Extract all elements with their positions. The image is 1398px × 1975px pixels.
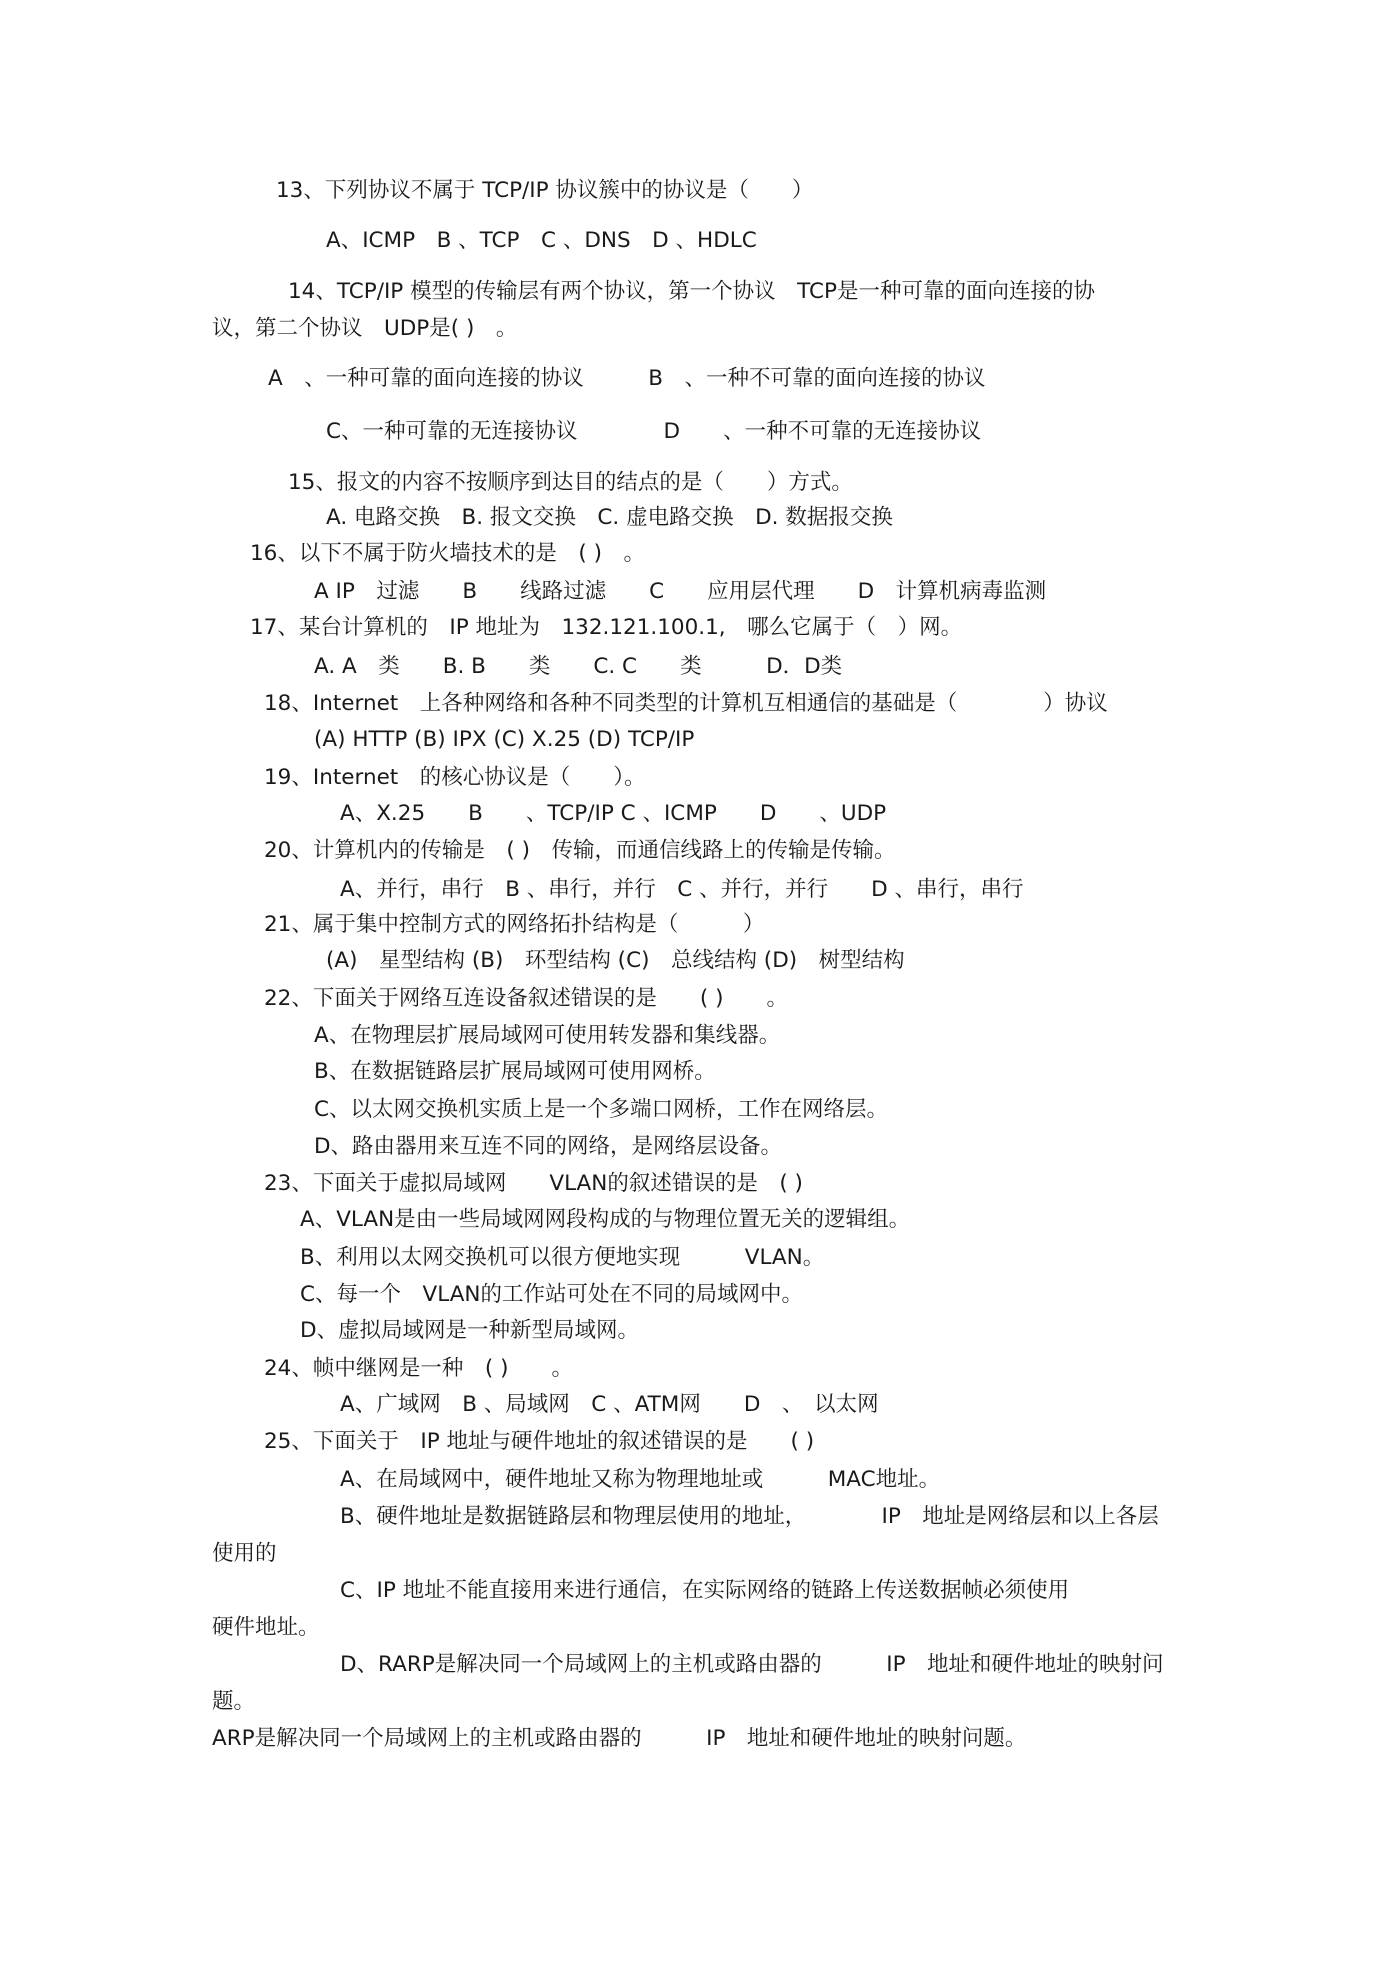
- question-15: 15、报文的内容不按顺序到达目的结点的是（ ）方式。: [288, 470, 853, 495]
- question-19: 19、Internet 的核心协议是（ ）。: [264, 765, 646, 790]
- question-25-option-b-line2: 使用的: [212, 1541, 277, 1566]
- question-23-option-a: A、VLAN是由一些局域网网段构成的与物理位置无关的逻辑组。: [300, 1207, 911, 1232]
- question-25-option-b-line1: B、硬件地址是数据链路层和物理层使用的地址， IP 地址是网络层和以上各层: [340, 1504, 1159, 1529]
- question-24-options: A、广域网 B 、局域网 C 、ATM网 D 、 以太网: [340, 1392, 879, 1417]
- question-14-line1: 14、TCP/IP 模型的传输层有两个协议，第一个协议 TCP是一种可靠的面向连接的协: [288, 279, 1095, 304]
- question-23-option-d: D、虚拟局域网是一种新型局域网。: [300, 1318, 640, 1343]
- question-14-option-c-d: C、一种可靠的无连接协议 D 、一种不可靠的无连接协议: [326, 419, 982, 444]
- question-16: 16、以下不属于防火墙技术的是 ( ) 。: [250, 541, 645, 566]
- question-23: 23、下面关于虚拟局域网 VLAN的叙述错误的是 ( ): [264, 1171, 803, 1196]
- question-18: 18、Internet 上各种网络和各种不同类型的计算机互相通信的基础是（ ）协议: [264, 691, 1108, 716]
- question-22-option-d: D、路由器用来互连不同的网络，是网络层设备。: [314, 1134, 783, 1159]
- question-18-options: (A) HTTP (B) IPX (C) X.25 (D) TCP/IP: [314, 727, 695, 752]
- question-21-options: (A) 星型结构 (B) 环型结构 (C) 总线结构 (D) 树型结构: [326, 948, 905, 973]
- question-20-options: A、并行，串行 B 、串行，并行 C 、并行，并行 D 、串行，串行: [340, 877, 1024, 902]
- question-14-line2: 议，第二个协议 UDP是( ) 。: [212, 316, 518, 341]
- question-22-option-b: B、在数据链路层扩展局域网可使用网桥。: [314, 1059, 716, 1084]
- question-13-options: A、ICMP B 、TCP C 、DNS D 、HDLC: [326, 228, 757, 253]
- question-14-option-a-b: A 、一种可靠的面向连接的协议 B 、一种不可靠的面向连接的协议: [268, 366, 986, 391]
- question-22: 22、下面关于网络互连设备叙述错误的是 ( ) 。: [264, 986, 788, 1011]
- question-25-option-c-line2: 硬件地址。: [212, 1615, 320, 1640]
- question-24: 24、帧中继网是一种 ( ) 。: [264, 1356, 573, 1381]
- question-25-option-a: A、在局域网中，硬件地址又称为物理地址或 MAC地址。: [340, 1467, 941, 1492]
- question-23-option-c: C、每一个 VLAN的工作站可处在不同的局域网中。: [300, 1282, 803, 1307]
- question-19-options: A、X.25 B 、TCP/IP C 、ICMP D 、UDP: [340, 801, 887, 826]
- arp-note: ARP是解决同一个局域网上的主机或路由器的 IP 地址和硬件地址的映射问题。: [212, 1726, 1027, 1751]
- question-17-options: A. A 类 B. B 类 C. C 类 D．D类: [314, 654, 843, 679]
- question-17: 17、某台计算机的 IP 地址为 132.121.100.1, 哪么它属于（ ）网。: [250, 615, 963, 640]
- question-22-option-a: A、在物理层扩展局域网可使用转发器和集线器。: [314, 1023, 781, 1048]
- question-25-option-d-line2: 题。: [212, 1689, 256, 1714]
- question-25: 25、下面关于 IP 地址与硬件地址的叙述错误的是 ( ): [264, 1429, 815, 1454]
- question-13: 13、下列协议不属于 TCP/IP 协议簇中的协议是（ ）: [276, 178, 814, 203]
- question-25-option-d-line1: D、RARP是解决同一个局域网上的主机或路由器的 IP 地址和硬件地址的映射问: [340, 1652, 1164, 1677]
- question-21: 21、属于集中控制方式的网络拓扑结构是（ ）: [264, 912, 765, 937]
- question-25-option-c-line1: C、IP 地址不能直接用来进行通信，在实际网络的链路上传送数据帧必须使用: [340, 1578, 1070, 1603]
- question-15-options: A. 电路交换 B. 报文交换 C. 虚电路交换 D. 数据报交换: [326, 505, 893, 530]
- question-20: 20、计算机内的传输是 ( ) 传输，而通信线路上的传输是传输。: [264, 838, 896, 863]
- question-22-option-c: C、以太网交换机实质上是一个多端口网桥，工作在网络层。: [314, 1097, 889, 1122]
- question-23-option-b: B、利用以太网交换机可以很方便地实现 VLAN。: [300, 1245, 825, 1270]
- question-16-options: A IP 过滤 B 线路过滤 C 应用层代理 D 计算机病毒监测: [314, 579, 1047, 604]
